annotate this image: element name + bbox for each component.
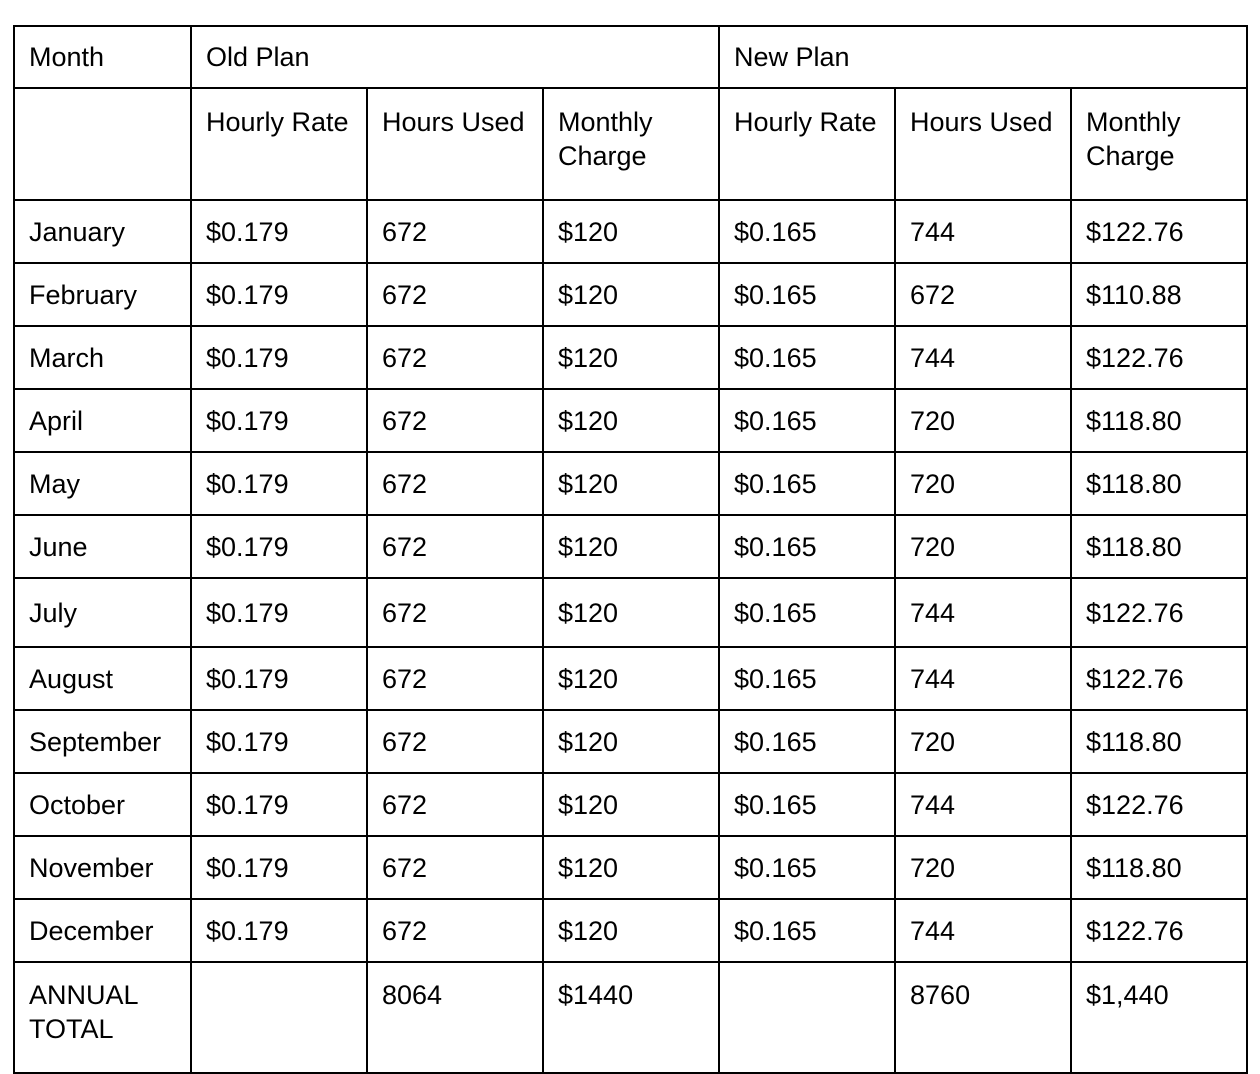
old-rate-cell: $0.179 [191,773,367,836]
new-charge-cell: $118.80 [1071,515,1247,578]
new-charge-cell: $110.88 [1071,263,1247,326]
new-hours-cell: 720 [895,515,1071,578]
table-row [14,578,1247,647]
table-row [14,899,1247,962]
table-row [14,389,1247,452]
new-hours-cell: 672 [895,263,1071,326]
table-body [14,200,1247,962]
table-row [14,263,1247,326]
old-rate-cell: $0.179 [191,326,367,389]
month-cell: February [14,263,191,326]
old-hours-cell: 672 [367,836,543,899]
new-hours-used-header: Hours Used [895,88,1071,200]
table-row [14,515,1247,578]
old-rate-cell: $0.179 [191,452,367,515]
table-title-row [14,26,1247,88]
total-new-rate [719,962,895,1073]
month-column-header: Month [14,26,191,88]
new-plan-header: New Plan [719,26,1247,88]
old-charge-cell: $120 [543,515,719,578]
new-hours-cell: 720 [895,836,1071,899]
new-rate-cell: $0.165 [719,578,895,647]
new-hours-cell: 744 [895,578,1071,647]
old-rate-cell: $0.179 [191,899,367,962]
new-charge-cell: $118.80 [1071,710,1247,773]
new-hours-cell: 720 [895,452,1071,515]
total-old-hours: 8064 [367,962,543,1073]
table-subheader-row [14,88,1247,200]
old-hours-cell: 672 [367,647,543,710]
old-rate-cell: $0.179 [191,200,367,263]
new-hours-cell: 744 [895,200,1071,263]
old-hours-cell: 672 [367,326,543,389]
new-charge-cell: $122.76 [1071,899,1247,962]
annual-total-label: ANNUAL TOTAL [14,962,191,1073]
new-hours-cell: 744 [895,899,1071,962]
total-new-hours: 8760 [895,962,1071,1073]
old-hourly-rate-header: Hourly Rate [191,88,367,200]
new-rate-cell: $0.165 [719,200,895,263]
month-cell: June [14,515,191,578]
old-charge-cell: $120 [543,263,719,326]
new-hours-cell: 720 [895,710,1071,773]
new-charge-cell: $122.76 [1071,326,1247,389]
old-rate-cell: $0.179 [191,515,367,578]
old-monthly-charge-header: Monthly Charge [543,88,719,200]
table-row [14,773,1247,836]
old-charge-cell: $120 [543,647,719,710]
new-rate-cell: $0.165 [719,899,895,962]
subheader-empty [14,88,191,200]
new-rate-cell: $0.165 [719,263,895,326]
old-charge-cell: $120 [543,389,719,452]
old-charge-cell: $120 [543,836,719,899]
old-charge-cell: $120 [543,326,719,389]
new-hours-cell: 744 [895,647,1071,710]
total-old-charge: $1440 [543,962,719,1073]
old-rate-cell: $0.179 [191,578,367,647]
old-plan-header: Old Plan [191,26,719,88]
old-rate-cell: $0.179 [191,836,367,899]
new-hours-cell: 744 [895,326,1071,389]
new-charge-cell: $122.76 [1071,647,1247,710]
old-hours-cell: 672 [367,578,543,647]
month-cell: October [14,773,191,836]
month-cell: January [14,200,191,263]
new-monthly-charge-header: Monthly Charge [1071,88,1247,200]
new-hourly-rate-header: Hourly Rate [719,88,895,200]
old-hours-cell: 672 [367,899,543,962]
old-hours-used-header: Hours Used [367,88,543,200]
old-rate-cell: $0.179 [191,647,367,710]
month-cell: March [14,326,191,389]
new-rate-cell: $0.165 [719,836,895,899]
old-hours-cell: 672 [367,389,543,452]
month-cell: April [14,389,191,452]
new-hours-cell: 720 [895,389,1071,452]
new-rate-cell: $0.165 [719,773,895,836]
new-hours-cell: 744 [895,773,1071,836]
old-hours-cell: 672 [367,710,543,773]
month-cell: May [14,452,191,515]
table-row [14,836,1247,899]
old-hours-cell: 672 [367,263,543,326]
new-rate-cell: $0.165 [719,389,895,452]
month-cell: November [14,836,191,899]
total-old-rate [191,962,367,1073]
total-new-charge: $1,440 [1071,962,1247,1073]
old-rate-cell: $0.179 [191,263,367,326]
month-cell: July [14,578,191,647]
new-charge-cell: $122.76 [1071,773,1247,836]
old-charge-cell: $120 [543,578,719,647]
table-row [14,200,1247,263]
new-charge-cell: $118.80 [1071,836,1247,899]
old-charge-cell: $120 [543,200,719,263]
old-charge-cell: $120 [543,710,719,773]
plan-comparison-table [13,25,1248,1074]
table-row [14,647,1247,710]
old-rate-cell: $0.179 [191,389,367,452]
table-row [14,452,1247,515]
new-charge-cell: $118.80 [1071,389,1247,452]
old-hours-cell: 672 [367,773,543,836]
new-charge-cell: $118.80 [1071,452,1247,515]
new-rate-cell: $0.165 [719,710,895,773]
old-charge-cell: $120 [543,452,719,515]
annual-total-row [14,962,1247,1073]
new-rate-cell: $0.165 [719,515,895,578]
old-charge-cell: $120 [543,899,719,962]
old-hours-cell: 672 [367,200,543,263]
new-charge-cell: $122.76 [1071,200,1247,263]
month-cell: August [14,647,191,710]
new-rate-cell: $0.165 [719,647,895,710]
new-rate-cell: $0.165 [719,452,895,515]
month-cell: December [14,899,191,962]
old-hours-cell: 672 [367,515,543,578]
month-cell: September [14,710,191,773]
table-row [14,326,1247,389]
new-charge-cell: $122.76 [1071,578,1247,647]
old-rate-cell: $0.179 [191,710,367,773]
new-rate-cell: $0.165 [719,326,895,389]
old-charge-cell: $120 [543,773,719,836]
table-row [14,710,1247,773]
old-hours-cell: 672 [367,452,543,515]
